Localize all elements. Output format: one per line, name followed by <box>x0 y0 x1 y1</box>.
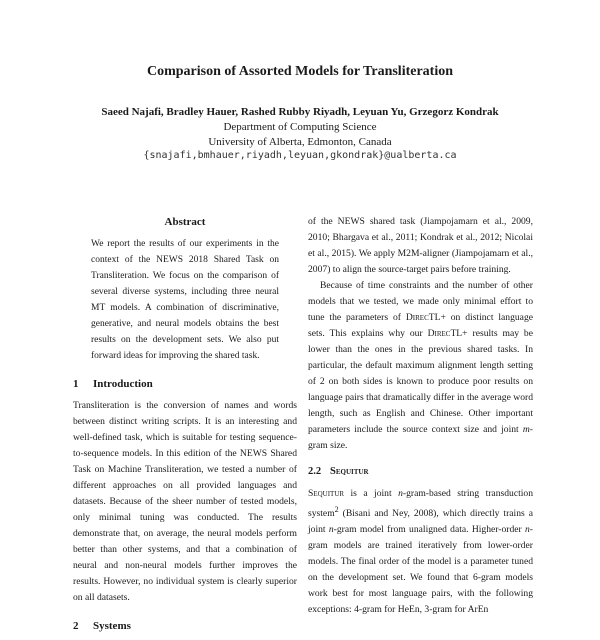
paragraph-tuning <box>308 278 533 454</box>
section-heading-introduction <box>73 376 297 392</box>
subsection-number: 2.2 <box>308 466 322 477</box>
text-run: -gram-based string transduction system <box>308 488 533 520</box>
paragraph-sequitur <box>308 486 533 618</box>
directl-name: DirecTL+ <box>427 328 468 339</box>
right-column <box>308 214 533 618</box>
abstract-body: We report the results of our experiments in the context of the NEWS 2018 Shared Task on Transliteration. We focus on the comparison of several diverse systems, including three neural MT models. A combination of discriminative, generative, and neural models obtains the best results on the development sets. We also put forward ideas for improving the shared task. <box>91 239 279 361</box>
text-run: -gram models are trained iteratively from lower-order models. The final order of the model is a parameter tuned on the development set. We found that 6-gram models work best for most language pairs, with the following exceptions: 4-gram for HeEn, 3-gram for ArEn <box>308 524 533 616</box>
section-title: Systems <box>93 620 131 632</box>
sequitur-name: Sequitur <box>308 488 345 499</box>
department: Department of Computing Science <box>223 121 377 133</box>
author-list: Saeed Najafi, Bradley Hauer, Rashed Rubby Riyadh, Leyuan Yu, Grzegorz Kondrak <box>101 106 499 118</box>
text-run: Because of time constraints and the number of other models that we tested, we made only minimal effort to tune the parameters of <box>308 280 533 323</box>
section-heading-systems <box>73 618 297 634</box>
section-number: 1 <box>73 378 79 390</box>
m2m-aligner-name: M2M <box>397 248 420 259</box>
subsection-title: Sequitur <box>330 466 369 477</box>
text-run: on distinct language sets. This explains why our <box>308 312 533 339</box>
paper-title: Comparison of Assorted Models for Transliteration <box>146 64 454 79</box>
left-column <box>73 214 297 640</box>
text-run: results may be lower than the ones in the previous shared tasks. In particular, the default maximum alignment length setting of 2 on both sides is known to produce poor results on language pairs that dramatically differ in the average word length, such as English and Chinese. Other important parameters include the source context size and joint <box>308 328 533 435</box>
directl-name: DirecTL+ <box>405 312 446 323</box>
math-variable: n <box>328 524 334 536</box>
author-emails: {snajafi,bmhauer,riyadh,leyuan,gkondrak}@ualberta.ca <box>143 150 457 161</box>
subsection-heading-sequitur <box>308 464 533 480</box>
text-run: -gram model from unaligned data. Higher-order <box>333 524 525 536</box>
math-variable: m <box>522 424 530 435</box>
text-run: -aligner (Jiampojamarn et al., 2007) to align the source-target pairs before training. <box>308 248 534 275</box>
math-variable: n <box>524 524 530 536</box>
section-number: 2 <box>73 620 79 632</box>
math-variable: n <box>398 488 403 499</box>
text-run: -gram size. <box>308 424 533 451</box>
text-run: (Bisani and Ney, 2008), which directly trains a joint <box>308 508 533 536</box>
section-title: Introduction <box>93 378 153 390</box>
text-run: is a joint <box>344 488 399 499</box>
footnote-marker: 2 <box>334 505 339 514</box>
university: University of Alberta, Edmonton, Canada <box>208 136 392 148</box>
text-run: of the NEWS shared task (Jiampojamarn et al., 2009, 2010; Bhargava et al., 2011; Kondrak et al., 2012; Nicolai et al., 2015). We apply <box>308 216 533 259</box>
introduction-body: Transliteration is the conversion of names and words between distinct writing scripts. It is an interesting and well-defined task, which is suitable for testing sequence-to-sequence models. In this edition of the NEWS Shared Task on Machine Transliteration, we tested a number of different approaches on all provided languages and datasets. Because of the sheer number of tested models, only minimal tuning was conducted. The results demonstrate that, on average, the neural models perform better than other systems, and that a combination of neural and non-neural models further improves the results. However, no individual system is clearly superior on all datasets. <box>73 400 297 603</box>
paragraph-directl-continuation <box>308 214 533 278</box>
abstract-heading: Abstract <box>164 216 206 228</box>
